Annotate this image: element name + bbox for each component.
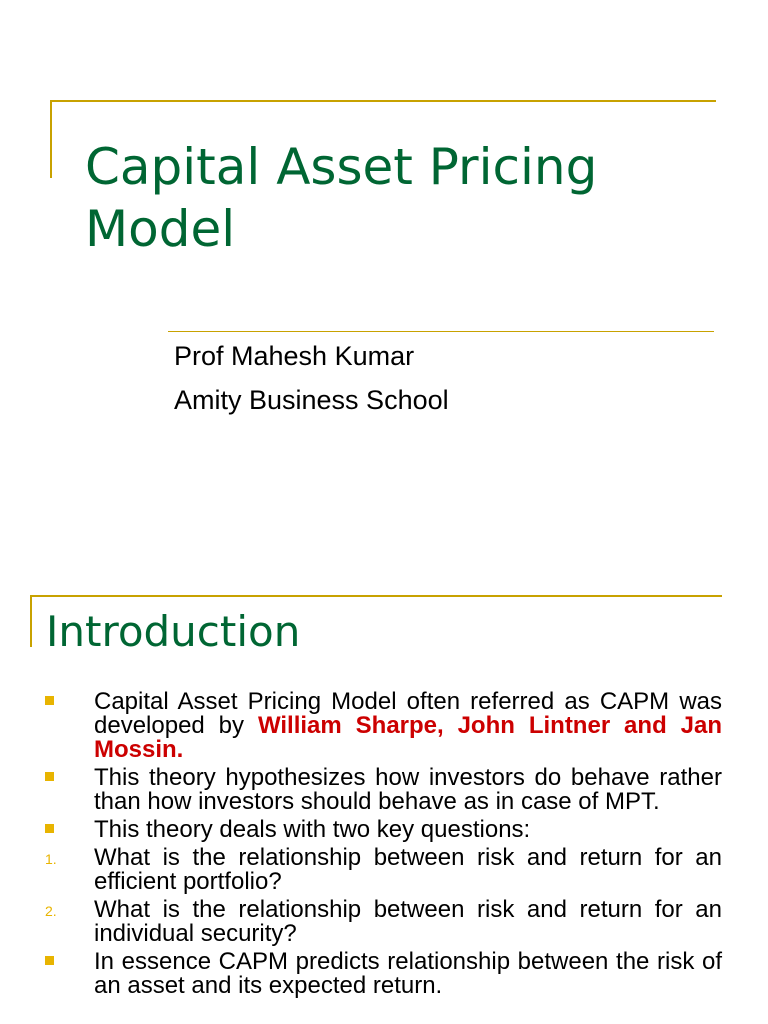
intro-top-rule (30, 595, 722, 597)
author-name: Prof Mahesh Kumar (174, 341, 415, 371)
list-item (0, 766, 768, 814)
title-left-rule (50, 100, 52, 178)
introduction-slide (0, 560, 768, 1024)
list-item (0, 898, 768, 946)
item-text: What is the relationship between risk and return for an individual security? (94, 896, 722, 947)
title-top-rule (50, 100, 716, 102)
item-text: Capital Asset Pricing Model often referred as CAPM was developed by (94, 688, 722, 739)
list-item (0, 846, 768, 894)
square-bullet-icon (45, 956, 54, 965)
list-number: 2. (45, 903, 57, 919)
section-title: Introduction (46, 607, 301, 656)
bullet-list (0, 690, 768, 1002)
list-item (0, 818, 768, 842)
square-bullet-icon (45, 772, 54, 781)
list-item (0, 950, 768, 998)
item-text: This theory deals with two key questions: (94, 816, 531, 843)
square-bullet-icon (45, 696, 54, 705)
list-number: 1. (45, 851, 57, 867)
list-item (0, 690, 768, 762)
intro-left-rule (30, 595, 32, 647)
item-text: In essence CAPM predicts relationship between the risk of an asset and its expected return. (94, 948, 722, 999)
square-bullet-icon (45, 824, 54, 833)
item-text: This theory hypothesizes how investors do behave rather than how investors should behave as in case of MPT. (94, 764, 722, 815)
authors-highlight: William Sharpe, John Lintner and Jan Mossin. (94, 712, 722, 763)
slide-title: Capital Asset Pricing Model (85, 138, 598, 258)
item-text: What is the relationship between risk and return for an efficient portfolio? (94, 844, 722, 895)
institution-name: Amity Business School (174, 385, 449, 415)
subtitle-rule (168, 331, 714, 332)
